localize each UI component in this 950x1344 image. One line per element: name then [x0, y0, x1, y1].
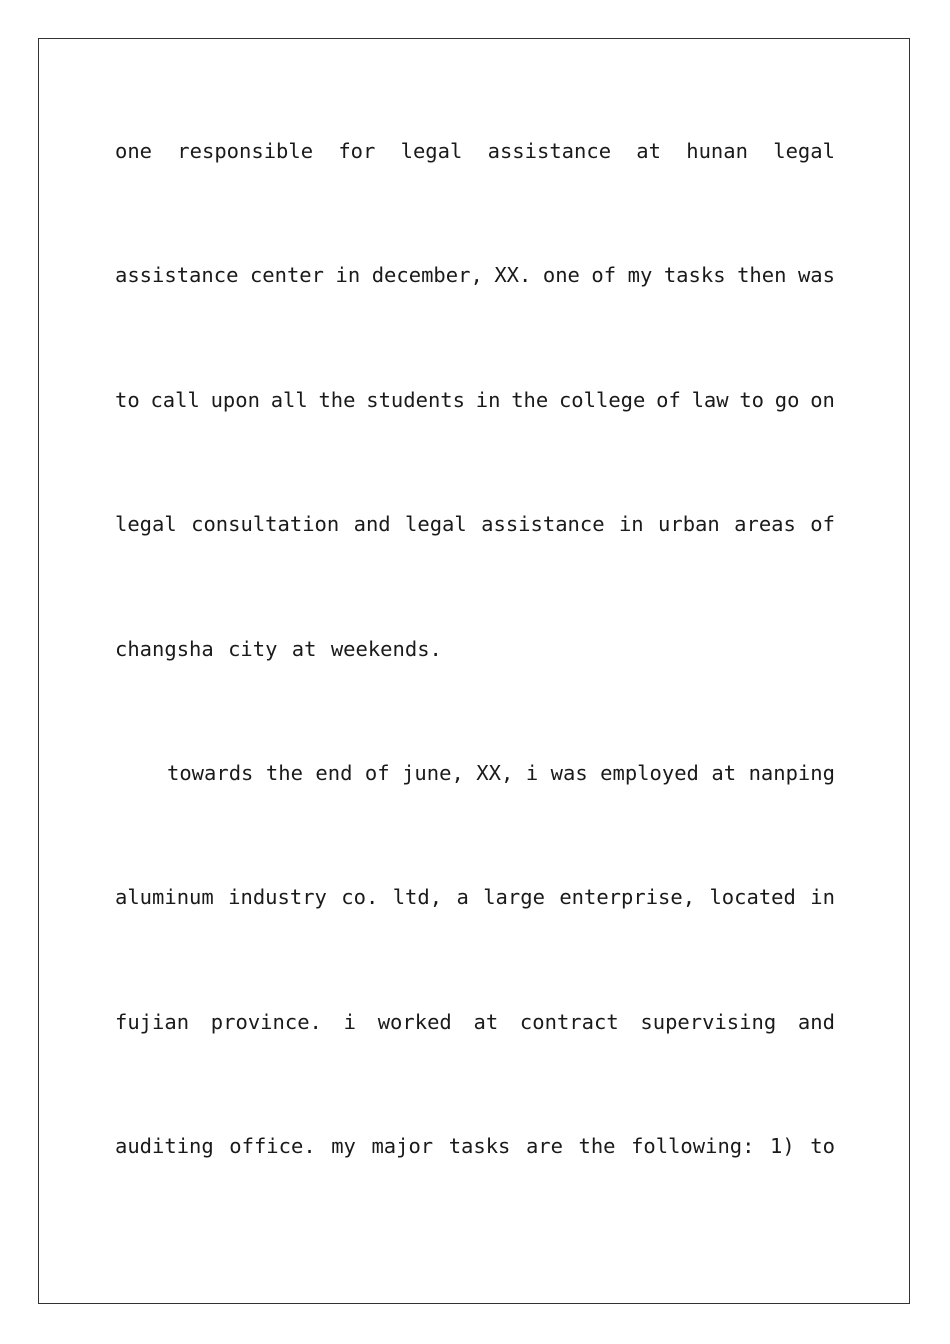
word: province.: [210, 1010, 322, 1034]
word: co.: [341, 885, 379, 909]
word: one: [115, 139, 153, 163]
word: following:: [631, 1134, 755, 1158]
word: auditing: [115, 1134, 214, 1158]
word: my: [331, 1134, 356, 1158]
word: i: [343, 1010, 356, 1034]
text-line: [115, 139, 835, 163]
word: my: [627, 263, 653, 287]
word: legal: [773, 139, 835, 163]
word: aluminum: [115, 885, 214, 909]
word: legal: [405, 512, 467, 536]
word: contract: [519, 1010, 619, 1034]
word: tasks: [448, 1134, 511, 1158]
word: to: [739, 388, 765, 412]
word: tasks: [663, 263, 726, 287]
text-line: [115, 1010, 835, 1034]
word: of: [810, 512, 835, 536]
text-line: [115, 512, 835, 536]
word: in: [475, 388, 501, 412]
word: i: [525, 761, 539, 785]
word: the: [511, 388, 549, 412]
word: one: [542, 263, 580, 287]
word: and: [353, 512, 391, 536]
word: assistance: [487, 139, 612, 163]
word: large: [483, 885, 545, 909]
word: towards: [167, 761, 254, 785]
word: legal: [115, 512, 177, 536]
word: was: [550, 761, 588, 785]
word: urban: [658, 512, 720, 536]
word: go: [774, 388, 800, 412]
word: december,: [371, 263, 483, 287]
word: june,: [402, 761, 464, 785]
word: all: [270, 388, 308, 412]
word: a: [456, 885, 469, 909]
word: at: [711, 761, 737, 785]
word: on: [810, 388, 835, 412]
word: call: [150, 388, 200, 412]
word: in: [810, 885, 835, 909]
word: nanping: [748, 761, 835, 785]
word: assistance: [115, 263, 239, 287]
word: XX,: [476, 761, 514, 785]
word: was: [797, 263, 835, 287]
word: fujian: [115, 1010, 190, 1034]
word: center: [249, 263, 324, 287]
text-line: [115, 388, 835, 412]
word: the: [318, 388, 356, 412]
page-border: [38, 38, 910, 1304]
word: located: [709, 885, 796, 909]
word: consultation: [191, 512, 340, 536]
word: in: [618, 512, 644, 536]
word: are: [525, 1134, 563, 1158]
word: areas: [734, 512, 796, 536]
word: industry: [228, 885, 327, 909]
word: legal: [400, 139, 463, 163]
word: to: [810, 1134, 835, 1158]
word: ltd,: [392, 885, 443, 909]
word: of: [591, 263, 617, 287]
word: law: [691, 388, 729, 412]
word: of: [364, 761, 390, 785]
word: and: [797, 1010, 835, 1034]
word: assistance: [481, 512, 605, 536]
word: the: [265, 761, 303, 785]
word: students: [366, 388, 465, 412]
word: for: [338, 139, 376, 163]
word: upon: [210, 388, 260, 412]
text-line: changsha city at weekends.: [115, 637, 442, 661]
word: the: [578, 1134, 616, 1158]
text-line: [115, 263, 835, 287]
word: at: [473, 1010, 499, 1034]
word: office.: [229, 1134, 316, 1158]
word: in: [335, 263, 361, 287]
word: college: [558, 388, 646, 412]
word: supervising: [640, 1010, 777, 1034]
word: XX.: [494, 263, 532, 287]
word: of: [656, 388, 681, 412]
word: major: [371, 1134, 434, 1158]
word: 1): [770, 1134, 795, 1158]
text-line: [115, 1134, 835, 1158]
word: to: [115, 388, 140, 412]
paragraph-first-line: [115, 761, 835, 785]
text-line: [115, 885, 835, 909]
word: hunan: [686, 139, 748, 163]
word: responsible: [177, 139, 314, 163]
word: end: [315, 761, 353, 785]
word: at: [636, 139, 661, 163]
word: employed: [600, 761, 699, 785]
word: worked: [377, 1010, 452, 1034]
word: then: [737, 263, 787, 287]
word: enterprise,: [559, 885, 696, 909]
